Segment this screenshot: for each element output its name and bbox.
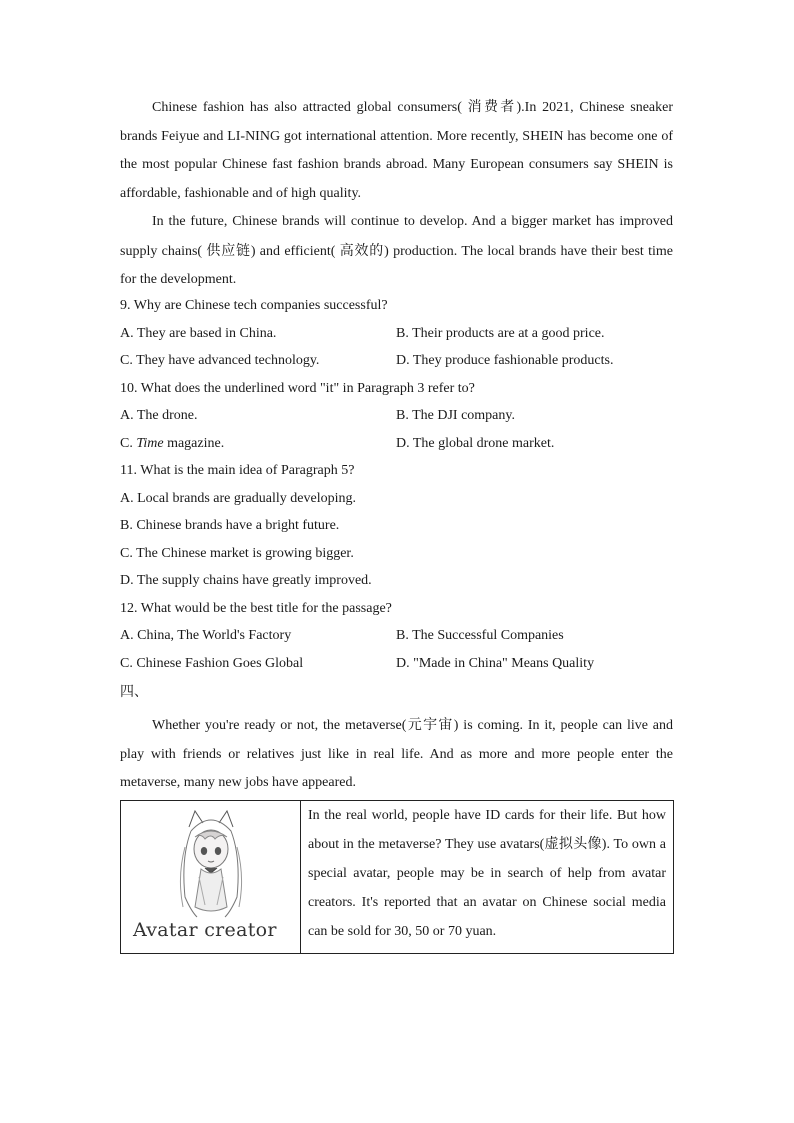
avatar-creator-caption: Avatar creator (133, 919, 277, 941)
chinese-gloss: 元宇宙 (406, 717, 454, 733)
passage-four-intro (120, 711, 673, 798)
avatar-image-cell (121, 801, 301, 954)
text-run: ).In 2021, Chinese sneaker brands Feiyue and LI-NING got international attention. More recently, SHEIN has become one of the most popular Chinese fast fashion brands abroad. Many European consumers say SHEIN is affordable, fashionable and of high quality. (120, 100, 674, 201)
option: A. Local brands are gradually developing. (120, 490, 356, 506)
question-stem: 12. What would be the best title for the passage? (120, 600, 392, 616)
option: C. They have advanced technology. (120, 353, 320, 368)
chinese-gloss: 高效的 (339, 242, 385, 259)
avatar-description (308, 801, 666, 946)
paragraph (120, 93, 673, 208)
option-row (120, 650, 673, 678)
text-run: ) production. The local brands have their best time for the development. (120, 243, 673, 287)
option: A. The drone. (120, 408, 198, 423)
chinese-gloss: 供应链 (206, 242, 251, 259)
option-row (120, 320, 673, 348)
text-run: In the future, Chinese brands will continue to develop. And a bigger market has improved supply chains( (120, 214, 673, 259)
avatar-description-cell (301, 801, 674, 954)
chinese-gloss: 消费者 (467, 99, 517, 115)
option-row (120, 347, 673, 375)
option: C. Chinese Fashion Goes Global (120, 655, 304, 671)
option-row (120, 402, 673, 430)
option: D. The global drone market. (396, 435, 555, 451)
paragraph (120, 711, 673, 798)
option: A. China, The World's Factory (120, 628, 292, 643)
section-heading: 四、 (120, 684, 148, 700)
text-run: In the real world, people have ID cards for their life. But how about in the metaverse? They use avatars( (308, 808, 666, 852)
option-row (120, 622, 673, 650)
paragraph (120, 208, 673, 295)
option: B. Their products are at a good price. (396, 325, 605, 341)
option: B. The DJI company. (396, 408, 515, 423)
option: D. They produce fashionable products. (396, 353, 614, 368)
text-run: ). To own a special avatar, people may be in search of help from avatar creators. It's reported that an avatar on Chinese social media can be sold for 30, 50 or 70 yuan. (308, 837, 666, 939)
text-run: Whether you're ready or not, the metaverse( (152, 718, 407, 733)
chinese-gloss: 虚拟头像 (544, 836, 602, 852)
avatar-creator-table (120, 800, 674, 954)
text-run: ) and efficient( (250, 243, 340, 259)
option: C. The Chinese market is growing bigger. (120, 545, 354, 561)
question-stem: 9. Why are Chinese tech companies successful? (120, 298, 388, 313)
option-row (120, 430, 673, 458)
option: B. Chinese brands have a bright future. (120, 518, 340, 533)
option: D. "Made in China" Means Quality (396, 655, 595, 671)
question-list (120, 292, 673, 707)
avatar-portrait-illustration (171, 807, 251, 919)
text-run: Chinese fashion has also attracted global consumers( (152, 100, 468, 115)
question-stem: 11. What is the main idea of Paragraph 5? (120, 463, 355, 478)
option-italic-title: C. Time magazine. (120, 435, 225, 451)
text-run: ) is coming. In it, people can live and play with friends or relatives just like in real life. And as more and more people enter the metaverse, many new jobs have appeared. (120, 718, 674, 790)
option: D. The supply chains have greatly improved. (120, 573, 372, 588)
passage-three (120, 93, 673, 295)
option: B. The Successful Companies (396, 628, 564, 643)
question-stem: 10. What does the underlined word "it" in Paragraph 3 refer to? (120, 380, 475, 396)
magazine-title: Time (136, 435, 164, 451)
option: A. They are based in China. (120, 325, 277, 341)
